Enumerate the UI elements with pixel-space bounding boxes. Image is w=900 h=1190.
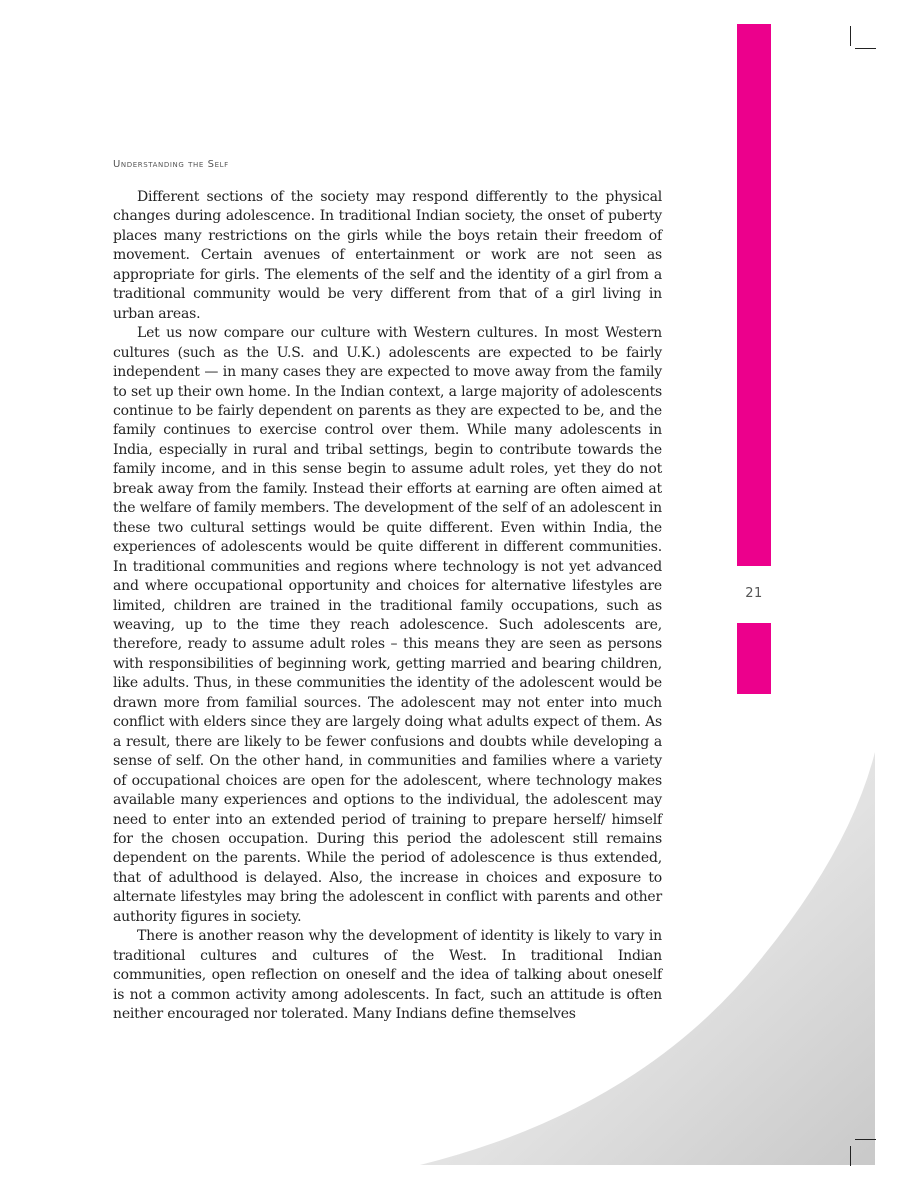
crop-mark-top-vertical	[850, 26, 851, 46]
paragraph: Different sections of the society may respond differently to the physical changes during adolescence. In traditional Indian society, the onset of puberty places many restrictions on the girls while the boys retain their freedom of movement. Certain avenues of entertainment or work are not seen as appropriate for girls. The elements of the self and the identity of a girl from a traditional community would be very different from that of a girl living in urban areas.	[113, 189, 662, 322]
paragraph: Let us now compare our culture with Western cultures. In most Western cultures (such as the U.S. and U.K.) adolescents are expected to be fairly independent — in many cases they are expected to move away from the family to set up their own home. In the Indian context, a large majority of adolescents continue to be fairly dependent on parents as they are expected to be, and the family continues to exercise control over them. While many adolescents in India, especially in rural and tribal settings, begin to contribute towards the family income, and in this sense begin to assume adult roles, yet they do not break away from the family. Instead their efforts at earning are often aimed at the welfare of family members. The development of the self of an adolescent in these two cultural settings would be quite different. Even within India, the experiences of adolescents would be quite different in different communities. In traditional communities and regions where technology is not yet advanced and where occupational opportunity and choices for alternative lifestyles are limited, children are trained in the traditional family occupations, such as weaving, up to the time they reach adolescence. Such adolescents are, therefore, ready to assume adult roles – this means they are seen as persons with responsibilities of beginning work, getting married and bearing children, like adults. Thus, in these communities the identity of the adolescent would be drawn more from familial sources. The adolescent may not enter into much conflict with elders since they are largely doing what adults expect of them. As a result, there are likely to be fewer confusions and doubts while developing a sense of self. On the other hand, in communities and families where a variety of occupational choices are open for the adolescent, where technology makes available many experiences and options to the individual, the adolescent may need to enter into an extended period of training to prepare herself/ himself for the chosen occupation. During this period the adolescent still remains dependent on the parents. While the period of adolescence is thus extended, that of adulthood is delayed. Also, the increase in choices and exposure to alternate lifestyles may bring the adolescent in conflict with parents and other authority figures in society.	[113, 325, 662, 925]
crop-mark-bottom-horizontal	[855, 1139, 876, 1140]
paragraph: There is another reason why the development of identity is likely to vary in traditional cultures and cultures of the West. In traditional Indian communities, open reflection on oneself and the idea of talking about oneself is not a common activity among adolescents. In fact, such an attitude is often neither encouraged nor tolerated. Many Indians define themselves	[113, 928, 662, 1023]
body-text	[113, 188, 662, 1024]
running-head: Understanding the Self	[113, 159, 229, 170]
crop-mark-top-horizontal	[855, 48, 876, 49]
page-number: 21	[745, 586, 763, 601]
chapter-tab-bottom	[737, 623, 771, 694]
crop-mark-bottom-vertical	[850, 1146, 851, 1166]
chapter-tab-top	[737, 24, 771, 566]
